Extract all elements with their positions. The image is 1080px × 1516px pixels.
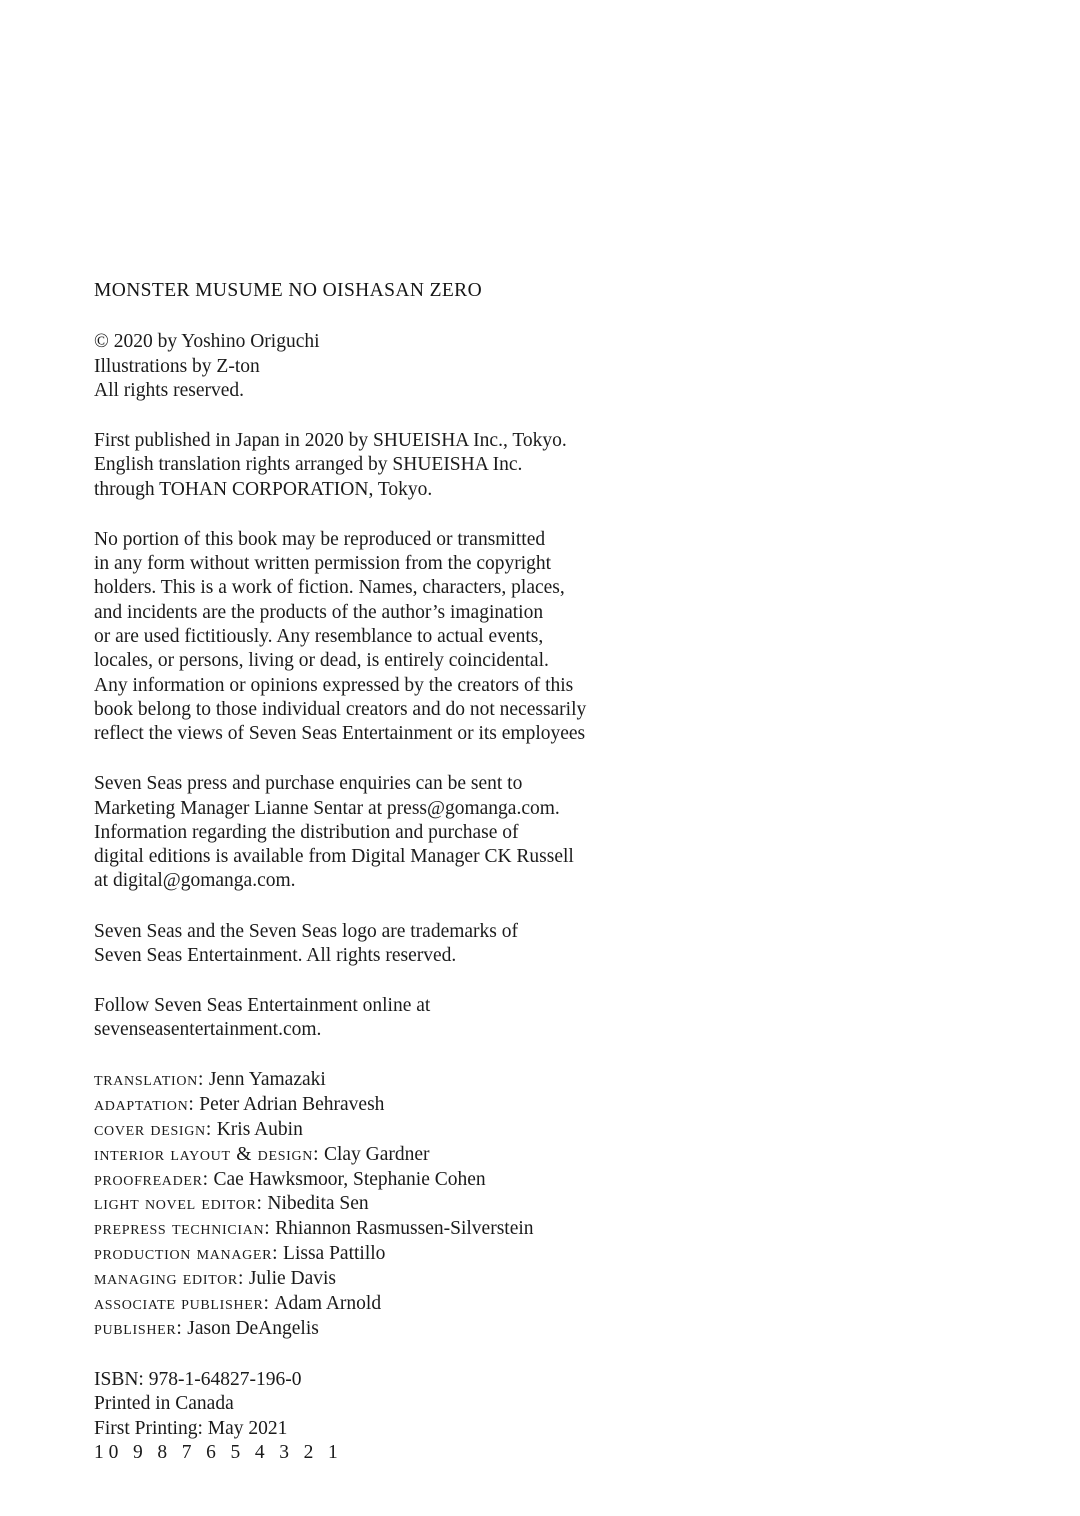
credit-row — [94, 1143, 654, 1168]
reproduction-line-6: locales, or persons, living or dead, is entirely coincidental. — [94, 650, 549, 672]
credit-name: Jason DeAngelis — [187, 1318, 319, 1340]
enquiries-line-3: Information regarding the distribution and purchase of — [94, 821, 519, 843]
colophon-block — [94, 1368, 654, 1465]
credit-row — [94, 1118, 654, 1143]
credit-row — [94, 1317, 654, 1342]
credit-row — [94, 1068, 654, 1093]
enquiries-line-5: at digital@gomanga.com. — [94, 870, 296, 892]
publication-line-2: English translation rights arranged by SHUEISHA Inc. — [94, 454, 523, 476]
credit-name: Nibedita Sen — [267, 1193, 369, 1215]
copyright-block — [94, 330, 654, 403]
printed-in-line: Printed in Canada — [94, 1393, 234, 1415]
credit-name: Peter Adrian Behravesh — [199, 1093, 385, 1115]
credit-role: associate publisher: — [94, 1293, 270, 1315]
credit-role: translation: — [94, 1068, 205, 1090]
reproduction-line-1: No portion of this book may be reproduced or transmitted — [94, 528, 546, 550]
publication-block — [94, 429, 654, 502]
credit-role: production manager: — [94, 1243, 279, 1265]
enquiries-block — [94, 772, 654, 893]
credit-row — [94, 1242, 654, 1267]
credit-role: managing editor: — [94, 1268, 245, 1290]
credit-row — [94, 1093, 654, 1118]
copyright-line-3: All rights reserved. — [94, 379, 245, 401]
first-printing-line: First Printing: May 2021 — [94, 1417, 288, 1439]
credit-name: Cae Hawksmoor, Stephanie Cohen — [213, 1168, 486, 1190]
credit-name: Adam Arnold — [274, 1293, 382, 1315]
enquiries-line-4: digital editions is available from Digital Manager CK Russell — [94, 846, 574, 868]
print-number-line: 10 9 8 7 6 5 4 3 2 1 — [94, 1441, 343, 1463]
credit-name: Lissa Pattillo — [283, 1243, 386, 1265]
trademark-line-2: Seven Seas Entertainment. All rights reserved. — [94, 944, 457, 966]
credit-role: publisher: — [94, 1318, 183, 1340]
credit-row — [94, 1192, 654, 1217]
credit-role: cover design: — [94, 1118, 212, 1140]
copyright-line-1: © 2020 by Yoshino Origuchi — [94, 331, 320, 353]
credits-list — [94, 1068, 654, 1342]
credit-name: Kris Aubin — [216, 1118, 303, 1140]
reproduction-line-5: or are used fictitiously. Any resemblance to actual events, — [94, 625, 544, 647]
online-line-1: Follow Seven Seas Entertainment online at — [94, 995, 431, 1017]
isbn-line: ISBN: 978-1-64827-196-0 — [94, 1369, 302, 1391]
page-title: MONSTER MUSUME NO OISHASAN ZERO — [94, 280, 483, 301]
credit-name: Julie Davis — [248, 1268, 337, 1290]
reproduction-line-8: book belong to those individual creators and do not necessarily — [94, 698, 587, 720]
reproduction-line-2: in any form without written permission from the copyright — [94, 553, 552, 575]
credit-name: Clay Gardner — [323, 1143, 430, 1165]
credit-name: Rhiannon Rasmussen-Silverstein — [275, 1218, 534, 1240]
credit-role: prepress technician: — [94, 1218, 271, 1240]
credit-row — [94, 1168, 654, 1193]
trademark-block — [94, 920, 654, 969]
enquiries-line-2: Marketing Manager Lianne Sentar at press@gomanga.com. — [94, 797, 560, 819]
reproduction-line-9: reflect the views of Seven Seas Entertainment or its employees — [94, 723, 586, 745]
credit-role: interior layout & design: — [94, 1143, 320, 1165]
reproduction-line-4: and incidents are the products of the author’s imagination — [94, 601, 544, 623]
trademark-line-1: Seven Seas and the Seven Seas logo are trademarks of — [94, 920, 518, 942]
credit-role: adaptation: — [94, 1093, 195, 1115]
credit-row — [94, 1217, 654, 1242]
reproduction-line-7: Any information or opinions expressed by the creators of this — [94, 674, 574, 696]
credit-name: Jenn Yamazaki — [208, 1068, 326, 1090]
reproduction-line-3: holders. This is a work of fiction. Names, characters, places, — [94, 577, 565, 599]
credit-role: proofreader: — [94, 1168, 209, 1190]
copyright-line-2: Illustrations by Z-ton — [94, 355, 260, 377]
online-line-2: sevenseasentertainment.com. — [94, 1019, 322, 1041]
enquiries-line-1: Seven Seas press and purchase enquiries can be sent to — [94, 773, 523, 795]
reproduction-notice — [94, 528, 654, 746]
publication-line-3: through TOHAN CORPORATION, Tokyo. — [94, 478, 433, 500]
copyright-page — [94, 278, 654, 1465]
credit-role: light novel editor: — [94, 1193, 263, 1215]
credit-row — [94, 1292, 654, 1317]
online-block — [94, 994, 654, 1043]
publication-line-1: First published in Japan in 2020 by SHUEISHA Inc., Tokyo. — [94, 430, 567, 452]
credit-row — [94, 1267, 654, 1292]
